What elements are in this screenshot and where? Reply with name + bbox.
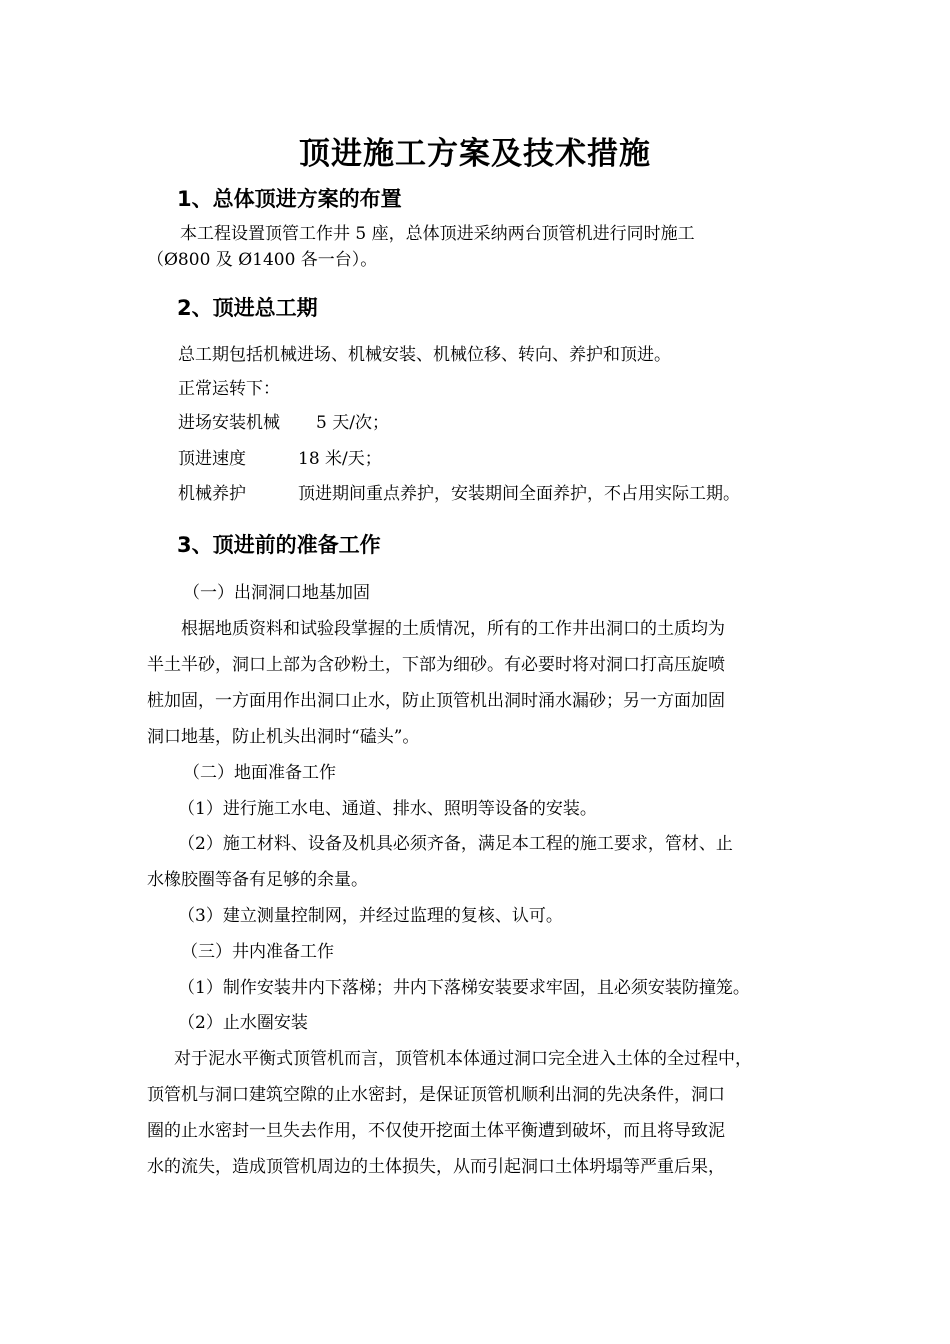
paragraph-line: （2）止水圈安装 — [178, 1013, 308, 1033]
paragraph-line: 水橡胶圈等备有足够的余量。 — [147, 870, 368, 890]
paragraph-line: 洞口地基，防止机头出洞时“磕头”。 — [147, 727, 420, 747]
paragraph-line: （3）建立测量控制网，并经过监理的复核、认可。 — [178, 906, 563, 926]
section-2-intro: 总工期包括机械进场、机械安装、机械位移、转向、养护和顶进。 — [178, 345, 671, 365]
section-1-line: （Ø800 及 Ø1400 各一台）。 — [147, 250, 378, 270]
paragraph-line: 半土半砂，洞口上部为含砂粉土，下部为细砂。有必要时将对洞口打高压旋喷 — [147, 655, 725, 675]
paragraph-line: 圈的止水密封一旦失去作用，不仅使开挖面土体平衡遭到破坏，而且将导致泥 — [147, 1121, 725, 1141]
section-2-normal: 正常运转下： — [178, 379, 280, 399]
schedule-row-label: 顶进速度 — [178, 449, 246, 469]
schedule-row-value: 5 天/次； — [316, 413, 389, 433]
paragraph-line: 桩加固，一方面用作出洞口止水，防止顶管机出洞时涌水漏砂；另一方面加固 — [147, 691, 725, 711]
schedule-row — [178, 486, 740, 503]
paragraph-line: 水的流失，造成顶管机周边的土体损失，从而引起洞口土体坍塌等严重后果， — [147, 1157, 725, 1177]
schedule-row-value: 18 米/天； — [298, 449, 382, 469]
schedule-row — [178, 451, 382, 468]
subsection-title: （二）地面准备工作 — [183, 763, 336, 783]
paragraph-line: 顶管机与洞口建筑空隙的止水密封，是保证顶管机顺利出洞的先决条件，洞口 — [147, 1085, 725, 1105]
paragraph-line: （2）施工材料、设备及机具必须齐备，满足本工程的施工要求，管材、止 — [178, 834, 733, 854]
schedule-row — [178, 415, 389, 432]
section-1-line: 本工程设置顶管工作井 5 座，总体顶进采纳两台顶管机进行同时施工 — [180, 224, 695, 244]
subsection-title: （三）井内准备工作 — [181, 942, 334, 962]
section-2-heading: 2、顶进总工期 — [177, 296, 318, 320]
paragraph-line: 根据地质资料和试验段掌握的土质情况，所有的工作井出洞口的土质均为 — [181, 619, 725, 639]
schedule-row-label: 机械养护 — [178, 484, 246, 504]
schedule-row-value: 顶进期间重点养护，安装期间全面养护，不占用实际工期。 — [298, 484, 740, 504]
schedule-row-label: 进场安装机械 — [178, 413, 280, 433]
section-1-heading: 1、总体顶进方案的布置 — [177, 187, 402, 211]
subsection-title: （一）出洞洞口地基加固 — [183, 583, 370, 603]
paragraph-line: （1）制作安装井内下落梯；井内下落梯安装要求牢固，且必须安装防撞笼。 — [178, 978, 750, 998]
paragraph-line: 对于泥水平衡式顶管机而言，顶管机本体通过洞口完全进入土体的全过程中， — [174, 1049, 752, 1069]
section-3-heading: 3、顶进前的准备工作 — [177, 533, 381, 557]
paragraph-line: （1）进行施工水电、通道、排水、照明等设备的安装。 — [178, 799, 597, 819]
document-title: 顶进施工方案及技术措施 — [299, 136, 651, 172]
